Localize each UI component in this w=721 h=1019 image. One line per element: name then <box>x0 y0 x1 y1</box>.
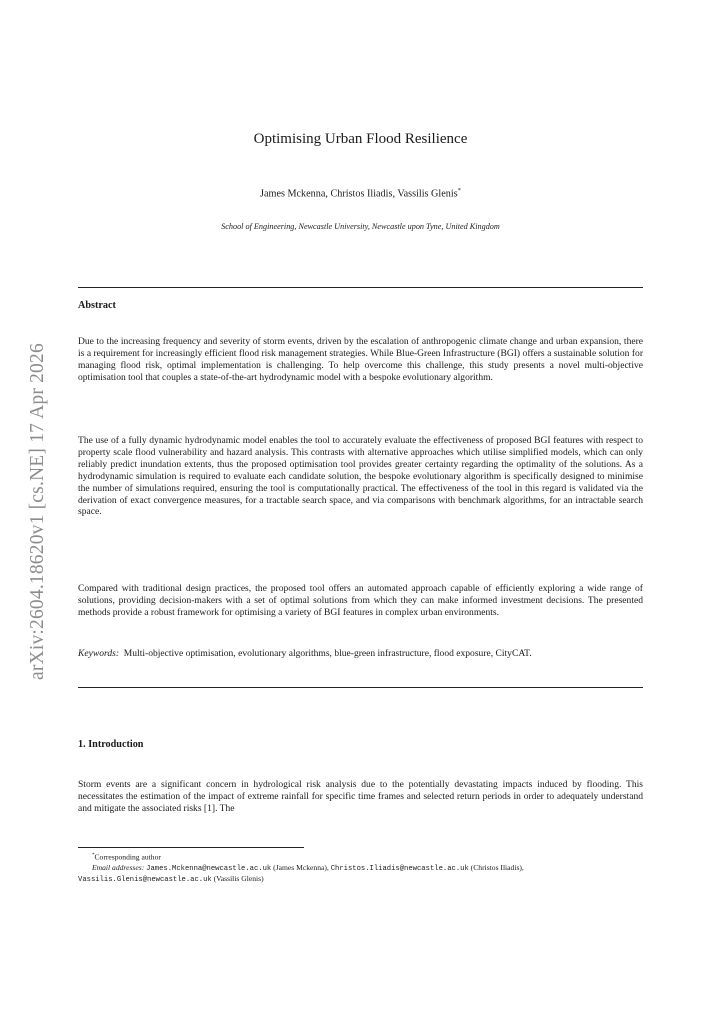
email-name-1: (James Mckenna), <box>273 862 329 872</box>
abstract-paragraph-1: Due to the increasing frequency and severity of storm events, driven by the escalation of anthropogenic climate change and urban expansion, there is a requirement for increasingly efficient flood risk management strategies. While Blue-Green Infrastructure (BGI) offers a sustainable solution for managing flood risk, optimal implementation is challenging. To help overcome this challenge, this study presents a novel multi-objective optimisation tool that couples a state-of-the-art hydrodynamic model with a bespoke evolutionary algorithm. <box>78 336 643 383</box>
footnote-rule <box>78 847 304 848</box>
paper-title: Optimising Urban Flood Resilience <box>253 131 468 147</box>
footnote <box>78 851 643 885</box>
abstract-heading: Abstract <box>78 300 116 311</box>
section-heading-introduction: 1. Introduction <box>78 739 144 750</box>
author-footnote-mark: * <box>457 187 461 194</box>
author-names: James Mckenna, Christos Iliadis, Vassilis Glenis <box>260 188 458 200</box>
author-list <box>78 187 643 199</box>
keywords <box>78 648 643 660</box>
email-name-2: (Christos Iliadis), <box>470 862 524 872</box>
footnote-mark: * <box>92 853 95 858</box>
keywords-list: Multi-objective optimisation, evolutionary algorithms, blue-green infrastructure, flood exposure, CityCAT. <box>123 648 532 659</box>
email-link-1[interactable]: James.Mckenna@newcastle.ac.uk <box>146 864 272 873</box>
corresponding-author-label: Corresponding author <box>94 852 161 862</box>
email-link-3[interactable]: Vassilis.Glenis@newcastle.ac.uk <box>78 875 212 884</box>
introduction-paragraph: Storm events are a significant concern in hydrological risk analysis due to the potentially devastating impacts induced by flooding. This necessitates the estimation of the impact of extreme rainfall for specific time frames and selected return periods in order to adequately understand and mitigate the associated risks [1]. The <box>78 779 643 814</box>
footnote-emails <box>78 863 643 885</box>
footnote-corresponding <box>78 851 643 863</box>
affiliation: School of Engineering, Newcastle University, Newcastle upon Tyne, United Kingdom <box>221 222 500 231</box>
keywords-label: Keywords: <box>78 648 120 659</box>
email-name-3: (Vassilis Glenis) <box>213 873 264 883</box>
abstract-top-rule <box>78 287 643 288</box>
email-link-2[interactable]: Christos.Iliadis@newcastle.ac.uk <box>330 864 469 873</box>
email-addresses-label: Email addresses: <box>92 862 145 872</box>
abstract-bottom-rule <box>78 687 643 688</box>
arxiv-id-text: arXiv:2604.18620v1 [cs.NE] 17 Apr 2026 <box>27 343 48 680</box>
abstract-paragraph-3: Compared with traditional design practices, the proposed tool offers an automated approach capable of efficiently exploring a wide range of solutions, providing decision-makers with a set of optimal solutions from which they can make informed investment decisions. The presented methods provide a robust framework for optimising a variety of BGI features in complex urban environments. <box>78 583 643 618</box>
arxiv-side-stamp <box>12 300 52 680</box>
abstract-paragraph-2: The use of a fully dynamic hydrodynamic model enables the tool to accurately evaluate the effectiveness of proposed BGI features with respect to property scale flood vulnerability and hazard analysis. This contrasts with alternative approaches which utilise simplified models, which can only reliably predict inundation extents, thus the proposed optimisation tool provides greater certainty regarding the optimality of the solutions. As a hydrodynamic simulation is required to evaluate each candidate solution, the bespoke evolutionary algorithm is specifically designed to minimise the number of simulations required, ensuring the tool is computationally practical. The effectiveness of the tool in this regard is validated via the derivation of exact convergence measures, for a tractable search space, and via comparisons with benchmark algorithms, for an intractable search space. <box>78 435 643 518</box>
